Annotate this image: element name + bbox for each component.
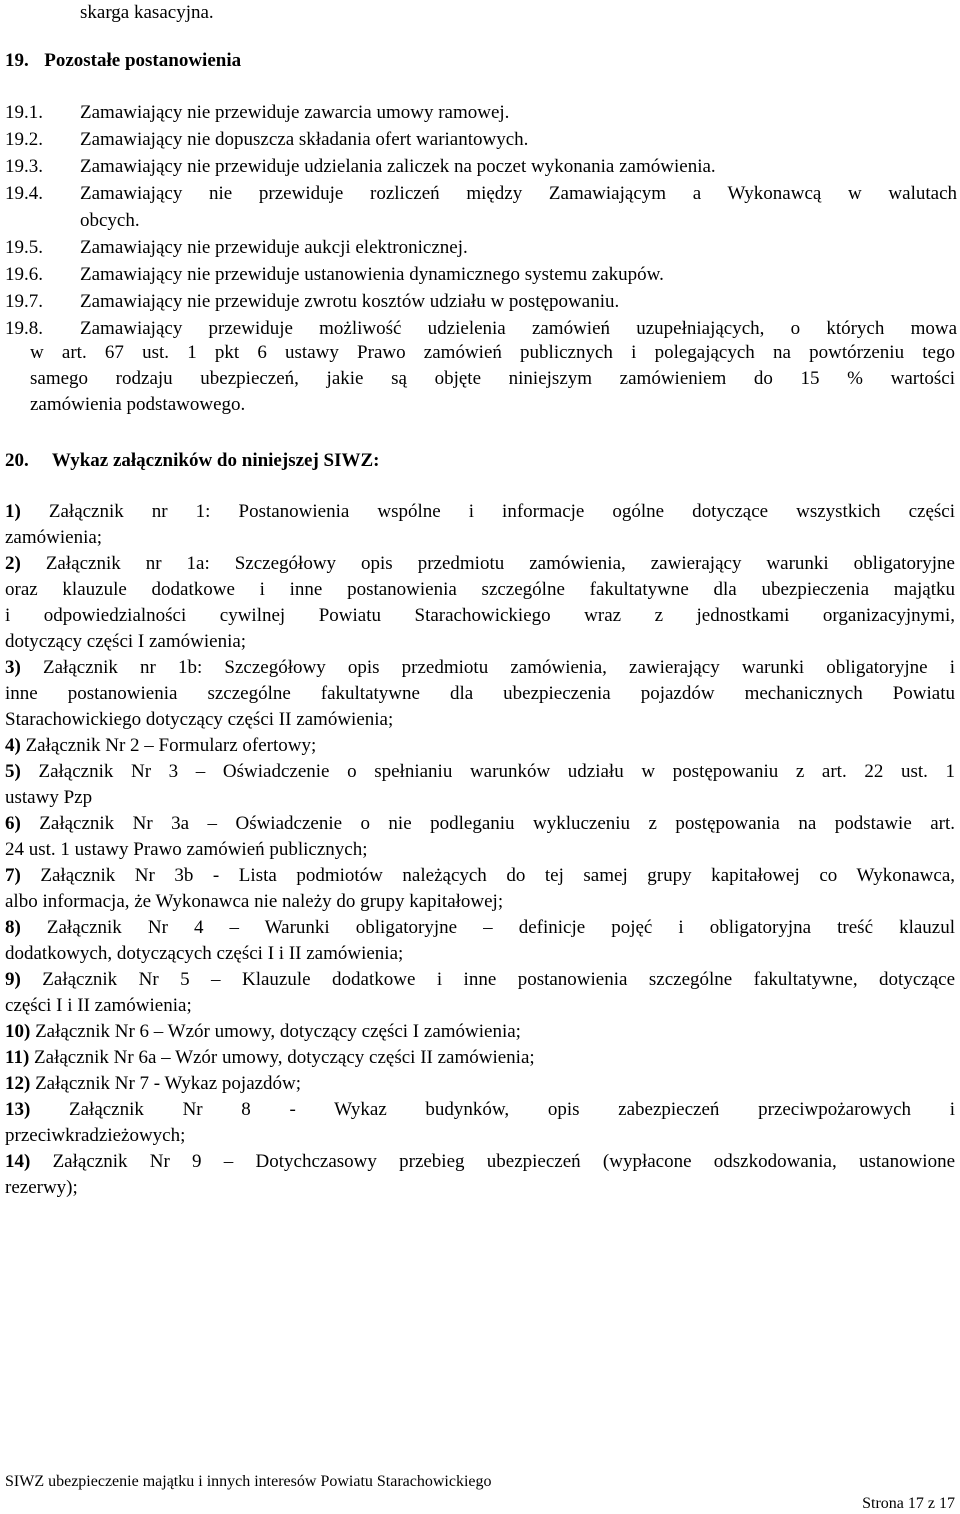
item-text: przeciwkradzieżowych; (5, 1125, 186, 1146)
item-label: 4) (5, 735, 21, 756)
item-text: Załącznik Nr 2 – Formularz ofertowy; (25, 735, 317, 756)
item-text: Załącznik Nr 3 – Oświadczenie o spełnianiu warunków udziału w postępowaniu z art. 22 ust. 1 (38, 761, 956, 782)
item-text: części I i II zamówienia; (5, 995, 192, 1016)
section-20-number: 20. (5, 450, 29, 471)
item-number: 19.6. (5, 264, 43, 285)
item-text: Załącznik nr 1b: Szczegółowy opis przedmiotu zamówienia, zawierający warunki obligatoryjne i (42, 657, 956, 678)
item-number: 19.2. (5, 129, 43, 150)
item-text: Zamawiający nie przewiduje aukcji elektronicznej. (80, 237, 468, 258)
item-text: Załącznik Nr 9 – Dotychczasowy przebieg ubezpieczeń (wypłacone odszkodowania, ustanowione (52, 1151, 955, 1172)
list-item (5, 1019, 955, 1045)
list-item (5, 551, 955, 655)
item-text: Starachowickiego dotyczący części II zamówienia; (5, 709, 394, 730)
item-label: 8) (5, 917, 21, 938)
item-text: Zamawiający nie przewiduje zwrotu kosztów udziału w postępowaniu. (80, 291, 620, 312)
item-text: albo informacja, że Wykonawca nie należy do grupy kapitałowej; (5, 891, 504, 912)
item-text: Zamawiający nie przewiduje rozliczeń między Zamawiającym a Wykonawcą w walutach (80, 183, 957, 204)
item-text: obcych. (80, 210, 140, 231)
item-text: Zamawiający nie dopuszcza składania ofert wariantowych. (80, 129, 529, 150)
list-item (5, 1097, 955, 1149)
footer-page-number: Strona 17 z 17 (862, 1495, 955, 1512)
continuation-fragment: skarga kasacyjna. (80, 2, 214, 23)
list-item (5, 655, 955, 733)
item-text: Załącznik Nr 8 - Wykaz budynków, opis zabezpieczeń przeciwpożarowych i (69, 1099, 955, 1120)
item-label: 12) (5, 1073, 31, 1094)
item-text: i odpowiedzialności cywilnej Powiatu Starachowickiego wraz z jednostkami organizacyjnymi, (5, 605, 955, 626)
item-19-8-continuation (30, 340, 955, 418)
item-label: 13) (5, 1099, 31, 1120)
list-item (5, 811, 955, 863)
list-item (5, 733, 955, 759)
item-text: Załącznik Nr 7 - Wykaz pojazdów; (35, 1073, 302, 1094)
list-item (5, 499, 955, 551)
item-text: Załącznik Nr 5 – Klauzule dodatkowe i inne postanowienia szczególne fakultatywne, dotyczące (42, 969, 955, 990)
item-text: Załącznik nr 1: Postanowienia wspólne i informacje ogólne dotyczące wszystkich części (48, 501, 955, 522)
item-number: 19.7. (5, 291, 43, 312)
list-item (5, 967, 955, 1019)
item-number: 19.1. (5, 102, 43, 123)
item-number: 19.3. (5, 156, 43, 177)
section-19-heading (5, 50, 241, 72)
list-item (5, 863, 955, 915)
item-text: rezerwy); (5, 1177, 78, 1198)
list-item (5, 1071, 955, 1097)
item-text: Załącznik Nr 3b - Lista podmiotów należących do tej samej grupy kapitałowej co Wykonawca, (40, 865, 956, 886)
item-text: Załącznik nr 1a: Szczegółowy opis przedmiotu zamówienia, zawierający warunki obligatoryjne (45, 553, 955, 574)
item-label: 5) (5, 761, 21, 782)
section-19-number: 19. (5, 50, 29, 71)
item-label: 10) (5, 1021, 31, 1042)
list-item (5, 1045, 955, 1071)
item-text: zamówienia; (5, 527, 103, 548)
item-text: oraz klauzule dodatkowe i inne postanowienia szczególne fakultatywne dla ubezpieczenia majątku (5, 579, 955, 600)
section-20-heading (5, 450, 380, 472)
item-text: ustawy Pzp (5, 787, 93, 808)
item-text: Zamawiający nie przewiduje zawarcia umowy ramowej. (80, 102, 510, 123)
section-20-title: Wykaz załączników do niniejszej SIWZ: (51, 450, 380, 471)
section-19-title: Pozostałe postanowienia (44, 50, 242, 71)
item-label: 6) (5, 813, 21, 834)
list-item (5, 1149, 955, 1201)
item-text: w art. 67 ust. 1 pkt 6 ustawy Prawo zamówień publicznych i polegających na powtórzeniu tego (30, 342, 955, 363)
item-label: 1) (5, 501, 21, 522)
item-text: Zamawiający przewiduje możliwość udzielenia zamówień uzupełniających, o których mowa (80, 318, 957, 339)
item-text: inne postanowienia szczególne fakultatywne dla ubezpieczenia pojazdów mechanicznych Powiatu (5, 683, 955, 704)
item-text: Załącznik Nr 6a – Wzór umowy, dotyczący części II zamówienia; (34, 1047, 535, 1068)
item-label: 14) (5, 1151, 31, 1172)
item-text: Zamawiający nie przewiduje udzielania zaliczek na poczet wykonania zamówienia. (80, 156, 716, 177)
item-text: Załącznik Nr 3a – Oświadczenie o nie podleganiu wykluczeniu z postępowania na podstawie art. (39, 813, 955, 834)
item-label: 3) (5, 657, 21, 678)
item-text: Załącznik Nr 6 – Wzór umowy, dotyczący części I zamówienia; (35, 1021, 521, 1042)
item-text: zamówienia podstawowego. (30, 394, 246, 415)
item-label: 9) (5, 969, 21, 990)
item-label: 2) (5, 553, 21, 574)
item-text: Załącznik Nr 4 – Warunki obligatoryjne – definicje pojęć i obligatoryjna treść klauzul (46, 917, 955, 938)
item-text: 24 ust. 1 ustawy Prawo zamówień publicznych; (5, 839, 368, 860)
item-label: 11) (5, 1047, 30, 1068)
item-text: Zamawiający nie przewiduje ustanowienia dynamicznego systemu zakupów. (80, 264, 664, 285)
item-text: dotyczący części I zamówienia; (5, 631, 247, 652)
item-label: 7) (5, 865, 21, 886)
item-text: samego rodzaju ubezpieczeń, jakie są objęte niniejszym zamówieniem do 15 % wartości (30, 368, 955, 389)
list-item (5, 915, 955, 967)
item-text: dodatkowych, dotyczących części I i II zamówienia; (5, 943, 404, 964)
item-number: 19.4. (5, 183, 43, 204)
list-item (5, 759, 955, 811)
item-number: 19.8. (5, 318, 43, 339)
item-number: 19.5. (5, 237, 43, 258)
footer-document-title: SIWZ ubezpieczenie majątku i innych interesów Powiatu Starachowickiego (5, 1473, 492, 1490)
